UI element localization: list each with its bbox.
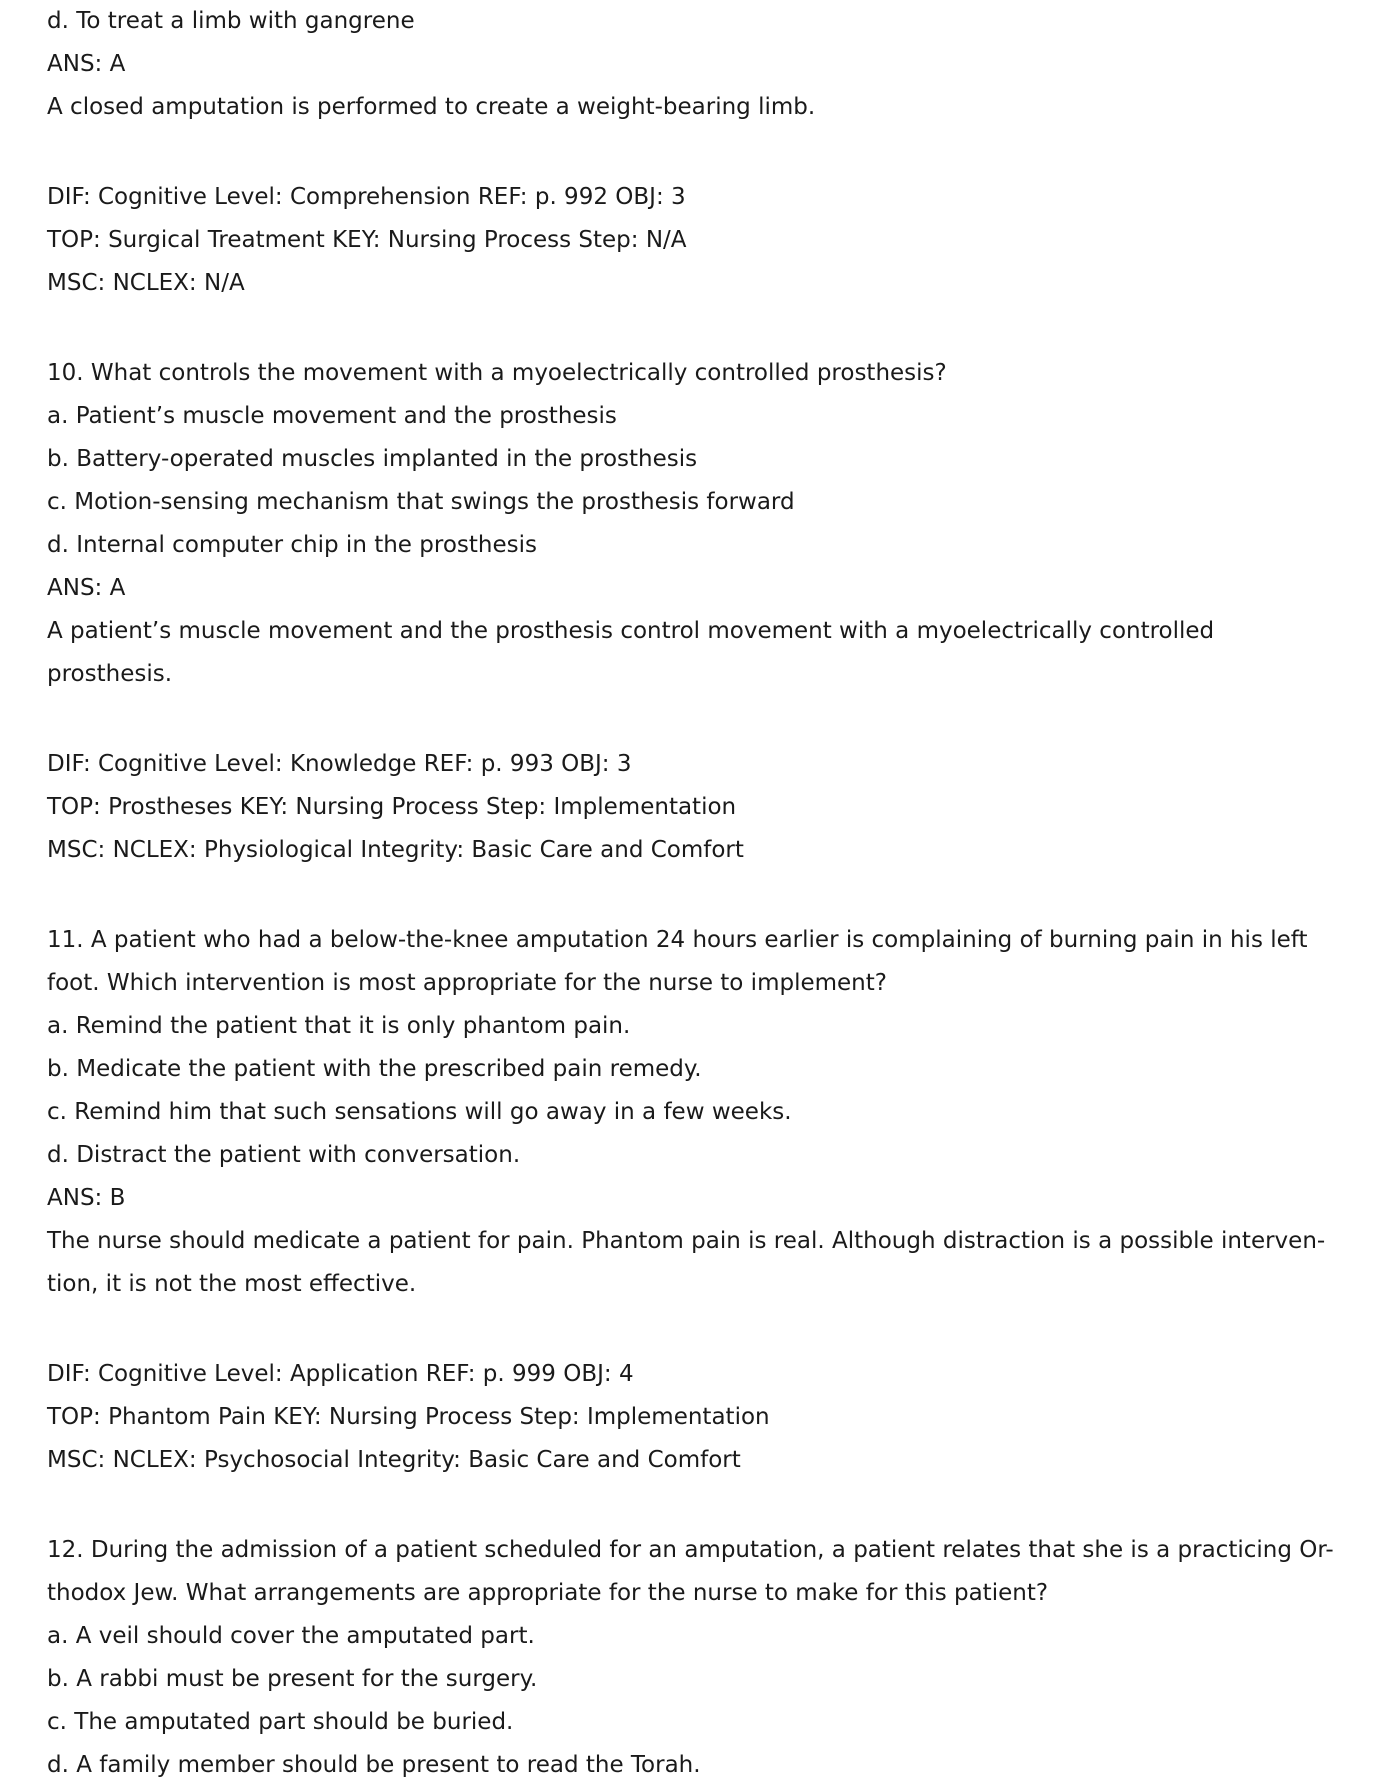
q11-option-b: b. Medicate the patient with the prescribed pain remedy.	[47, 1056, 702, 1082]
spacer	[47, 129, 1367, 176]
q10-rationale-line-1: A patient’s muscle movement and the prosthesis control movement with a myoelectrically controlled	[47, 618, 1215, 644]
q12-option-b: b. A rabbi must be present for the surgery.	[47, 1666, 538, 1692]
document-page	[47, 0, 1367, 1787]
q9-meta-msc: MSC: NCLEX: N/A	[47, 270, 245, 296]
q10-answer: ANS: A	[47, 575, 126, 601]
q11-meta-msc: MSC: NCLEX: Psychosocial Integrity: Basic Care and Comfort	[47, 1447, 741, 1473]
q12-option-a: a. A veil should cover the amputated part.	[47, 1623, 535, 1649]
q10-meta-msc: MSC: NCLEX: Physiological Integrity: Basic Care and Comfort	[47, 837, 744, 863]
q9-option-d: d. To treat a limb with gangrene	[47, 8, 415, 34]
spacer	[47, 872, 1367, 919]
q10-option-d: d. Internal computer chip in the prosthesis	[47, 532, 537, 558]
q11-rationale-line-2: tion, it is not the most effective.	[47, 1271, 417, 1297]
q11-rationale-line-1: The nurse should medicate a patient for pain. Phantom pain is real. Although distraction is a possible interven-	[47, 1228, 1326, 1254]
q11-answer: ANS: B	[47, 1185, 126, 1211]
q11-question-line-1: 11. A patient who had a below-the-knee amputation 24 hours earlier is complaining of burning pain in his left	[47, 927, 1308, 953]
spacer	[47, 696, 1367, 743]
q10-option-a: a. Patient’s muscle movement and the prosthesis	[47, 403, 617, 429]
q11-option-d: d. Distract the patient with conversation.	[47, 1142, 521, 1168]
q10-option-b: b. Battery-operated muscles implanted in the prosthesis	[47, 446, 698, 472]
q9-meta-dif: DIF: Cognitive Level: Comprehension REF: p. 992 OBJ: 3	[47, 184, 686, 210]
question-11	[47, 919, 1367, 1482]
q10-rationale-line-2: prosthesis.	[47, 661, 173, 687]
q10-question: 10. What controls the movement with a myoelectrically controlled prosthesis?	[47, 360, 947, 386]
q11-question-line-2: foot. Which intervention is most appropriate for the nurse to implement?	[47, 970, 887, 996]
q9-answer: ANS: A	[47, 51, 126, 77]
q11-option-c: c. Remind him that such sensations will go away in a few weeks.	[47, 1099, 792, 1125]
q12-option-c: c. The amputated part should be buried.	[47, 1709, 514, 1735]
q9-meta-top: TOP: Surgical Treatment KEY: Nursing Process Step: N/A	[47, 227, 687, 253]
q10-option-c: c. Motion-sensing mechanism that swings the prosthesis forward	[47, 489, 795, 515]
question-9-tail	[47, 0, 1367, 305]
question-12	[47, 1529, 1367, 1787]
q9-rationale: A closed amputation is performed to create a weight-bearing limb.	[47, 94, 816, 120]
spacer	[47, 1482, 1367, 1529]
spacer	[47, 1306, 1367, 1353]
q12-option-d: d. A family member should be present to read the Torah.	[47, 1752, 701, 1778]
question-10	[47, 352, 1367, 872]
q12-question-line-1: 12. During the admission of a patient scheduled for an amputation, a patient relates that she is a practicing Or-	[47, 1537, 1334, 1563]
q12-question-line-2: thodox Jew. What arrangements are appropriate for the nurse to make for this patient?	[47, 1580, 1049, 1606]
q11-meta-dif: DIF: Cognitive Level: Application REF: p. 999 OBJ: 4	[47, 1361, 634, 1387]
spacer	[47, 305, 1367, 352]
q11-meta-top: TOP: Phantom Pain KEY: Nursing Process Step: Implementation	[47, 1404, 770, 1430]
q11-option-a: a. Remind the patient that it is only phantom pain.	[47, 1013, 631, 1039]
q10-meta-top: TOP: Prostheses KEY: Nursing Process Step: Implementation	[47, 794, 737, 820]
q10-meta-dif: DIF: Cognitive Level: Knowledge REF: p. 993 OBJ: 3	[47, 751, 632, 777]
